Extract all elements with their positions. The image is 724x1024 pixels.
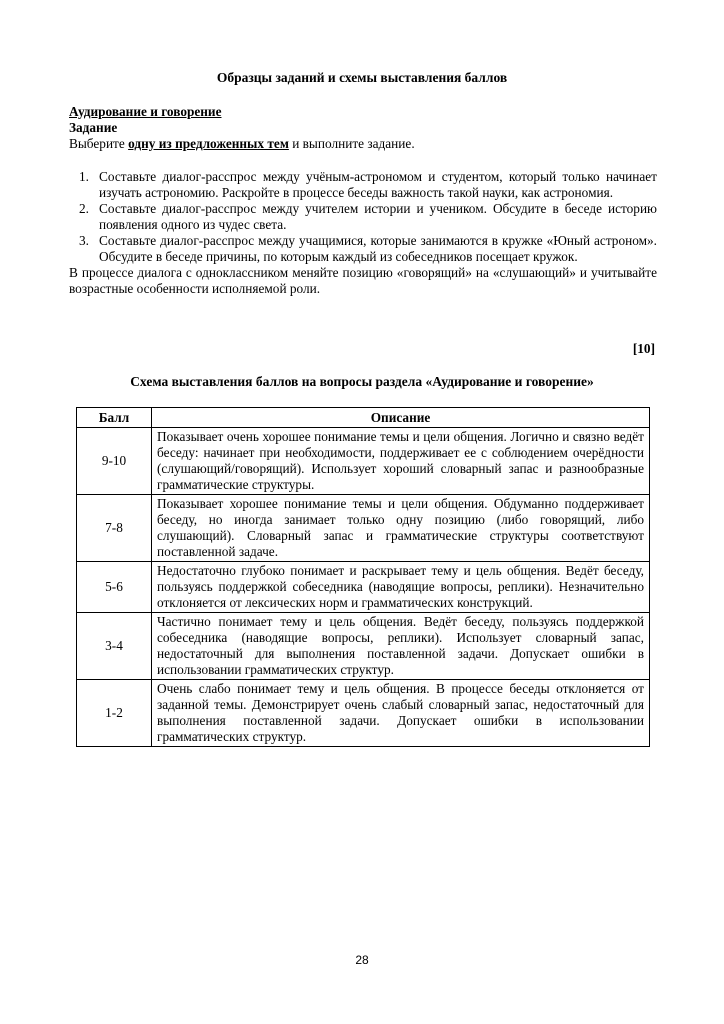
task-number: 3.	[79, 233, 89, 248]
task-text: Составьте диалог-расспрос между учащимися, которые занимаются в кружке «Юный астроном». Обсудите в беседе причины, по которым каждый из собеседников посещает кружок.	[99, 233, 657, 264]
task-heading: Задание	[69, 120, 118, 135]
ball-cell: 7-8	[77, 495, 152, 562]
table-header-row	[77, 408, 650, 428]
task-number: 2.	[79, 201, 89, 216]
task-list	[69, 169, 657, 265]
header-ball: Балл	[77, 408, 152, 428]
document-title: Образцы заданий и схемы выставления баллов	[216, 70, 508, 85]
description-cell: Частично понимает тему и цель общения. Ведёт беседу, пользуясь поддержкой собеседника (наводящие вопросы, реплики). Использует словарный запас, недостаточный для выполнения поставленной задачи. Допускает ошибки в использовании грамматических структур.	[152, 613, 650, 680]
task-item	[69, 233, 657, 265]
max-score: [10]	[632, 341, 655, 356]
description-cell: Показывает хорошее понимание темы и цели общения. Обдуманно поддерживает беседу, но иногда занимает только одну позицию (либо говорящий, либо слушающий). Словарный запас и грамматические структуры соответствуют поставленной задаче.	[152, 495, 650, 562]
description-cell: Очень слабо понимает тему и цель общения. В процессе беседы отклоняется от заданной темы. Демонстрирует очень слабый словарный запас, недостаточный для выполнения поставленной задачи. Допускает ошибки в использовании грамматических структур.	[152, 680, 650, 747]
instruction-emphasis: одну из предложенных тем	[128, 136, 289, 151]
table-row	[77, 428, 650, 495]
ball-cell: 9-10	[77, 428, 152, 495]
ball-cell: 3-4	[77, 613, 152, 680]
task-item	[69, 201, 657, 233]
table-row	[77, 613, 650, 680]
section-heading: Аудирование и говорение	[69, 104, 222, 119]
description-cell: Недостаточно глубоко понимает и раскрывает тему и цель общения. Ведёт беседу, пользуясь поддержкой собеседника (наводящие вопросы, реплики). Незначительно отклоняется от лексических норм и грамматических конструкций.	[152, 562, 650, 613]
table-row	[77, 495, 650, 562]
page-number: 28	[355, 953, 369, 967]
task-item	[69, 169, 657, 201]
table-row	[77, 562, 650, 613]
scheme-title: Схема выставления баллов на вопросы раздела «Аудирование и говорение»	[130, 374, 594, 389]
task-text: Составьте диалог-расспрос между учёным-астрономом и студентом, который только начинает изучать астрономию. Раскройте в процессе беседы важность такой науки, как астрономия.	[99, 169, 657, 200]
header-description: Описание	[152, 408, 650, 428]
ball-cell: 5-6	[77, 562, 152, 613]
task-text: Составьте диалог-расспрос между учителем истории и учеником. Обсудите в беседе историю появления одного из чудес света.	[99, 201, 657, 232]
description-cell: Показывает очень хорошее понимание темы и цели общения. Логично и связно ведёт беседу: начинает при необходимости, поддерживает ее с соблюдением очерёдности (слушающий/говорящий). Использует хороший словарный запас и разнообразные грамматические структуры.	[152, 428, 650, 495]
dialog-note: В процессе диалога с одноклассником меняйте позицию «говорящий» на «слушающий» и учитывайте возрастные особенности исполняемой роли.	[69, 265, 657, 296]
scoring-table	[76, 407, 650, 747]
task-block	[69, 104, 657, 297]
table-row	[77, 680, 650, 747]
instruction-prefix: Выберите	[69, 136, 129, 151]
ball-cell: 1-2	[77, 680, 152, 747]
task-instruction	[69, 136, 657, 152]
instruction-suffix: и выполните задание.	[288, 136, 415, 151]
task-number: 1.	[79, 169, 89, 184]
